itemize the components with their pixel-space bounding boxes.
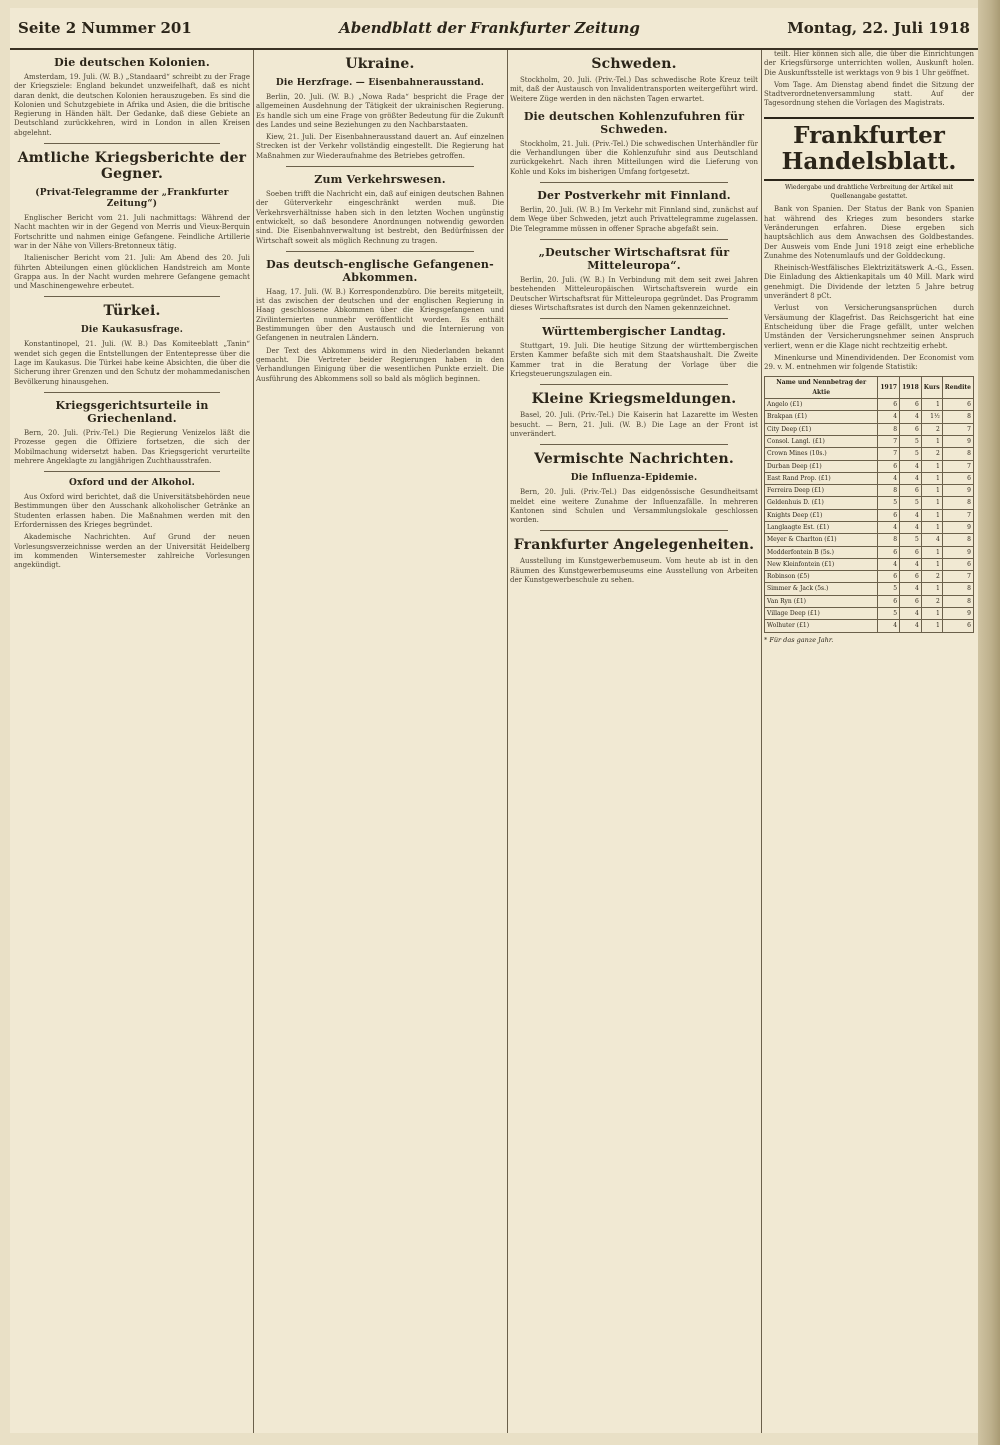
table-cell: 6 (900, 571, 922, 583)
table-cell: 9 (942, 521, 973, 533)
table-cell: 8 (878, 423, 900, 435)
table-cell: 5 (900, 435, 922, 447)
article-subheading: Die Influenza-Epidemie. (570, 473, 698, 484)
divider (286, 251, 474, 252)
divider (44, 296, 220, 297)
article-paragraph: Kiew, 21. Juli. Der Eisenbahnerausstand dauert an. Auf einzelnen Strecken ist der Verkehr vollständig eingestellt. Die Regierung hat Maßnahmen zur Wiederaufnahme des Betriebes getroffen. (256, 133, 504, 160)
table-cell: 9 (942, 435, 973, 447)
article-subheading: (Privat-Telegramme der „Frankfurter Zeitung“) (35, 188, 229, 210)
divider (286, 166, 474, 167)
table-cell: Robinson (£5) (765, 571, 878, 583)
mine-dividend-table (764, 376, 974, 632)
article-paragraph: Italienischer Bericht vom 21. Juli: Am Abend des 20. Juli führten Abteilungen einen glücklichen Handstreich am Monte Grappa aus. In der Nacht wurden mehrere Gefangene gemacht und Maschinengewehre erbeutet. (14, 254, 250, 291)
table-cell: 6 (900, 485, 922, 497)
article-heading: Amtliche Kriegsberichte der Gegner. (17, 150, 247, 183)
table-cell: 5 (900, 497, 922, 509)
article-heading: Türkei. (103, 303, 161, 320)
table-cell: 1 (921, 509, 942, 521)
column-rule (253, 50, 254, 1433)
table-row (765, 620, 974, 632)
article-heading: Schweden. (591, 56, 677, 72)
article-heading: Der Postverkehr mit Finnland. (537, 189, 731, 203)
table-cell: 8 (942, 497, 973, 509)
article-paragraph: Stuttgart, 19. Juli. Die heutige Sitzung der württembergischen Ersten Kammer befaßte sich mit dem Staatshaushalt. Die Zweite Kammer trat in die Beratung der Vorlage über die Kriegsteuerungszulagen ein. (510, 342, 758, 379)
table-cell: 1 (921, 620, 942, 632)
table-row (765, 583, 974, 595)
table-row (765, 485, 974, 497)
table-cell: Wolhuter (£1) (765, 620, 878, 632)
article-heading: „Deutscher Wirtschaftsrat für Mitteleuropa“. (538, 245, 730, 272)
table-cell: 1 (921, 485, 942, 497)
table-cell: 8 (942, 411, 973, 423)
article-heading: Kriegsgerichtsurteile in Griechenland. (55, 398, 209, 425)
table-cell: 1 (921, 546, 942, 558)
table-cell: 6 (878, 546, 900, 558)
article-paragraph: Ausstellung im Kunstgewerbemuseum. Vom heute ab ist in den Räumen des Kunstgewerbemuseums eine Ausstellung von Arbeiten der Kunstgewerbeschule zu sehen. (510, 557, 758, 585)
table-cell: 4 (900, 521, 922, 533)
table-cell: 2 (921, 448, 942, 460)
table-cell: Village Deep (£1) (765, 608, 878, 620)
table-cell: Modderfontein B (5s.) (765, 546, 878, 558)
section-subtitle: Wiedergabe und drahtliche Verbreitung der Artikel mit Quellenangabe gestattet. (784, 183, 954, 201)
table-cell: 4 (878, 620, 900, 632)
table-cell: 5 (900, 448, 922, 460)
newspaper-title: Abendblatt der Frankfurter Zeitung (339, 19, 640, 37)
article-heading: Vermischte Nachrichten. (534, 451, 734, 468)
divider (540, 530, 728, 531)
table-cell: 1 (921, 521, 942, 533)
column-3 (510, 50, 758, 1433)
issue-date: Montag, 22. Juli 1918 (787, 19, 970, 37)
table-cell: 4 (900, 608, 922, 620)
table-cell: 6 (900, 423, 922, 435)
table-row (765, 521, 974, 533)
table-cell: 9 (942, 485, 973, 497)
table-cell: 4 (900, 472, 922, 484)
column-4 (764, 50, 974, 1433)
table-cell: 7 (878, 448, 900, 460)
table-header-cell: Kurs (921, 377, 942, 399)
table-cell: 8 (942, 595, 973, 607)
table-cell: 6 (942, 558, 973, 570)
table-header-cell: Rendite (942, 377, 973, 399)
table-cell: 4 (900, 583, 922, 595)
table-cell: 6 (878, 399, 900, 411)
table-cell: 6 (900, 546, 922, 558)
table-row (765, 546, 974, 558)
article-paragraph: Minenkurse und Minendividenden. Der Economist vom 29. v. M. entnehmen wir folgende Statistik: (764, 353, 974, 372)
table-cell: 1 (921, 472, 942, 484)
table-row (765, 571, 974, 583)
article-heading: Württembergischer Landtag. (542, 325, 726, 339)
article-paragraph: Verlust von Versicherungsansprüchen durch Versäumung der Klagefrist. Das Reichsgericht hat eine Entscheidung über die Frage gefällt, unter welchen Umständen der Versicherungsnehmer seinen Anspruch verliert, wenn er die Klage nicht rechtzeitig erhebt. (764, 304, 974, 350)
divider (540, 384, 728, 385)
table-cell: 4 (878, 472, 900, 484)
table-row (765, 534, 974, 546)
article-paragraph: Stockholm, 21. Juli. (Priv.-Tel.) Die schwedischen Unterhändler für die Verhandlungen über die Kohlenzufuhr sind aus Deutschland zurückgekehrt. Nach ihren Mitteilungen wird die Lieferung von Kohle und Koks im bisherigen Umfang fortgesetzt. (510, 139, 758, 176)
table-cell: 6 (900, 399, 922, 411)
table-cell: 1 (921, 608, 942, 620)
table-cell: 6 (878, 595, 900, 607)
table-cell: Durban Deep (£1) (765, 460, 878, 472)
table-cell: 6 (942, 472, 973, 484)
column-2 (256, 50, 504, 1433)
table-cell: Simmer & Jack (5s.) (765, 583, 878, 595)
table-row (765, 423, 974, 435)
table-body (765, 399, 974, 633)
divider (540, 239, 728, 240)
article-paragraph: Soeben trifft die Nachricht ein, daß auf einigen deutschen Bahnen der Güterverkehr eingeschränkt werden muß. Die Verkehrsverhältnisse haben sich in den letzten Wochen ungünstig entwickelt, so daß besondere Anordnungen notwendig geworden sind. Die Eisenbahnverwaltung ist bestrebt, den Bedürfnissen der Wirtschaft soweit als möglich Rechnung zu tragen. (256, 190, 504, 245)
divider (540, 318, 728, 319)
divider (44, 471, 220, 472)
table-cell: Consol. Langl. (£1) (765, 435, 878, 447)
table-cell: Angelo (£1) (765, 399, 878, 411)
table-cell: Ferreira Deep (£1) (765, 485, 878, 497)
article-paragraph: Konstantinopel, 21. Juli. (W. B.) Das Komiteeblatt „Tanin“ wendet sich gegen die Entstellungen der Ententepresse über die Lage im Kaukasus. Die Türkei habe keine Absichten, die über die Sicherung ihrer Grenzen und den Schutz der mohammedanischen Bevölkerung hinausgehen. (14, 340, 250, 386)
table-cell: 8 (878, 534, 900, 546)
table-cell: Brakpan (£1) (765, 411, 878, 423)
article-paragraph: Der Text des Abkommens wird in den Niederlanden bekannt gemacht. Die Vertreter beider Regierungen haben in den Verhandlungen Einigung über die wesentlichen Punkte erzielt. Die Ausführung des Abkommens soll so bald als möglich beginnen. (256, 346, 504, 383)
table-cell: Langlaagte Est. (£1) (765, 521, 878, 533)
table-cell: 4 (900, 558, 922, 570)
table-cell: 6 (942, 620, 973, 632)
table-cell: 2 (921, 595, 942, 607)
article-heading: Die deutschen Kohlenzufuhren für Schweden. (523, 109, 745, 136)
page-number: Seite 2 Nummer 201 (18, 19, 192, 37)
article-paragraph: Basel, 20. Juli. (Priv.-Tel.) Die Kaiserin hat Lazarette im Westen besucht. — Bern, 21. Juli. (W. B.) Die Lage an der Front ist unverändert. (510, 411, 758, 438)
article-paragraph: Berlin, 20. Juli. (W. B.) „Nowa Rada“ bespricht die Frage der allgemeinen Ausdehnung der Tätigkeit der ukrainischen Regierung. Es handle sich um eine Frage von größter Bedeutung für die Zukunft des Landes und seine Beziehungen zu den Nachbarstaaten. (256, 93, 504, 129)
table-header-cell: Name und Nennbetrag der Aktie (765, 377, 878, 399)
table-cell: 1 (921, 558, 942, 570)
article-paragraph: Bern, 20. Juli. (Priv.-Tel.) Das eidgenössische Gesundheitsamt meldet eine weitere Zunahme der Influenzafälle. In mehreren Kantonen sind Schulen und Versammlungslokale geschlossen worden. (510, 488, 758, 525)
table-footnote: * Für das ganze Jahr. (764, 635, 834, 644)
table-cell: 7 (942, 460, 973, 472)
divider (540, 444, 728, 445)
table-cell: 6 (878, 571, 900, 583)
article-paragraph: Akademische Nachrichten. Auf Grund der neuen Vorlesungsverzeichnisse werden an der Universität Heidelberg im kommenden Wintersemester zahlreiche Vorlesungen angekündigt. (14, 533, 250, 570)
article-paragraph: Stockholm, 20. Juli. (Priv.-Tel.) Das schwedische Rote Kreuz teilt mit, daß der Austausch von Invalidentransporten weitergeführt wird. Weitere Züge werden in den nächsten Tagen erwartet. (510, 76, 758, 103)
table-cell: Geldenhuis D. (£1) (765, 497, 878, 509)
table-cell: 1 (921, 399, 942, 411)
table-cell: 5 (878, 497, 900, 509)
table-header-cell: 1917 (878, 377, 900, 399)
article-subheading: Die Herzfrage. — Eisenbahnerausstand. (275, 78, 485, 88)
table-cell: Crown Mines (10s.) (765, 448, 878, 460)
article-heading: Oxford und der Alkohol. (69, 478, 195, 489)
table-cell: 4 (878, 521, 900, 533)
table-row (765, 411, 974, 423)
table-cell: 6 (878, 460, 900, 472)
table-cell: 4 (878, 411, 900, 423)
article-paragraph: Amsterdam, 19. Juli. (W. B.) „Standaard“ schreibt zu der Frage der Kriegsziele: England bekundet unzweifelhaft, daß es nicht daran denkt, die deutschen Kolonien herauszugeben. Es sind die Kolonien und Schutzgebiete in Afrika und Asien, die die britische Regierung in Händen hält. Der Gedanke, daß diese Gebiete an Deutschland zurückkehren, wird in London in allen Kreisen abgelehnt. (14, 73, 250, 137)
table-cell: East Rand Prop. (£1) (765, 472, 878, 484)
table-cell: 5 (878, 583, 900, 595)
table-row (765, 558, 974, 570)
table-row (765, 472, 974, 484)
article-paragraph: Rheinisch-Westfälisches Elektrizitätswerk A.-G., Essen. Die Einladung des Aktienkapitals um 40 Mill. Mark wird genehmigt. Die Dividende der letzten 5 Jahre betrug unverändert 8 pCt. (764, 264, 974, 301)
article-heading: Die deutschen Kolonien. (54, 56, 210, 69)
section-title: Frankfurter Handelsblatt. (764, 117, 974, 181)
newspaper-page (10, 8, 978, 1433)
masthead (10, 8, 978, 50)
article-paragraph: Englischer Bericht vom 21. Juli nachmittags: Während der Nacht machten wir in der Gegend von Merris und Vieux-Berquin Fortschritte und nahmen einige Gefangene. Feindliche Artillerie war in der Nähe von Villers-Bretonneux tätig. (14, 214, 250, 250)
table-cell: 8 (942, 534, 973, 546)
divider (44, 392, 220, 393)
table-cell: Knights Deep (£1) (765, 509, 878, 521)
table-cell: City Deep (£1) (765, 423, 878, 435)
table-cell: 6 (900, 595, 922, 607)
article-heading: Zum Verkehrswesen. (314, 173, 446, 187)
table-cell: 9 (942, 608, 973, 620)
table-cell: 8 (878, 485, 900, 497)
article-paragraph: teilt. Hier können sich alle, die über die Einrichtungen der Kriegsfürsorge unterrichten wollen, Auskunft holen. Die Auskunftsstelle ist werktags von 9 bis 1 Uhr geöffnet. (764, 50, 974, 77)
article-paragraph: Bern, 20. Juli. (Priv.-Tel.) Die Regierung Venizelos läßt die Prozesse gegen die Offiziere fortsetzen, die sich der Mobilmachung widersetzt haben. Das Kriegsgericht verurteilte mehrere Angeklagte zu langjährigen Zuchthausstrafen. (14, 428, 250, 465)
table-row (765, 448, 974, 460)
binding-edge (978, 0, 1000, 1445)
divider (540, 182, 728, 183)
article-paragraph: Bank von Spanien. Der Status der Bank von Spanien hat während des Krieges zum besonders starke Veränderungen erfahren. Diese ergeben sich hauptsächlich aus dem Anwachsen des Goldbestandes. Der Ausweis vom Ende Juni 1918 zeigt eine erhebliche Zunahme des Notenumlaufs und der Golddeckung. (764, 205, 974, 260)
table-cell: 5 (878, 608, 900, 620)
table-cell: New Kleinfontein (£1) (765, 558, 878, 570)
table-cell: 1 (921, 460, 942, 472)
article-heading: Kleine Kriegsmeldungen. (531, 391, 737, 408)
table-row (765, 460, 974, 472)
table-cell: 6 (878, 509, 900, 521)
table-row (765, 399, 974, 411)
article-paragraph: Vom Tage. Am Dienstag abend findet die Sitzung der Stadtverordnetenversammlung statt. Auf der Tagesordnung stehen die Vorlagen des Magistrats. (764, 80, 974, 108)
table-cell: 4 (921, 534, 942, 546)
table-header-cell: 1918 (900, 377, 922, 399)
column-1 (14, 50, 250, 1433)
table-cell: 9 (942, 546, 973, 558)
table-cell: 1½ (921, 411, 942, 423)
table-cell: 7 (942, 571, 973, 583)
article-subheading: Die Kaukasusfrage. (80, 325, 184, 336)
article-paragraph: Berlin, 20. Juli. (W. B.) Im Verkehr mit Finnland sind, zunächst auf dem Wege über Schweden, jetzt auch Privattelegramme zugelassen. Die Telegramme müssen in offener Sprache abgefaßt sein. (510, 206, 758, 233)
table-row (765, 595, 974, 607)
table-row (765, 608, 974, 620)
table-cell: 8 (942, 448, 973, 460)
column-rule (507, 50, 508, 1433)
article-paragraph: Aus Oxford wird berichtet, daß die Universitätsbehörden neue Bestimmungen über den Ausschank alkoholischer Getränke an Studenten erlassen haben. Die Maßnahmen werden mit den Erfordernissen des Krieges begründet. (14, 493, 250, 530)
table-cell: 1 (921, 435, 942, 447)
table-cell: Van Ryn (£1) (765, 595, 878, 607)
table-cell: 4 (900, 620, 922, 632)
table-header-row (765, 377, 974, 399)
article-paragraph: Haag, 17. Juli. (W. B.) Korrespondenzbüro. Die bereits mitgeteilt, ist das zwischen der deutschen und der englischen Regierung in Haag geschlossene Abkommen über die Kriegsgefangenen und Zivilinternierten nunmehr veröffentlicht worden. Es enthält Bestimmungen über den Austausch und die Internierung von Gefangenen in neutralen Ländern. (256, 287, 504, 343)
article-paragraph: Berlin, 20. Juli. (W. B.) In Verbindung mit dem seit zwei Jahren bestehenden Mitteleuropäischen Wirtschaftsverein wurde ein Deutscher Wirtschaftsrat für Mitteleuropa gegründet. Das Programm dieses Wirtschaftsrates ist durch den Namen gekennzeichnet. (510, 275, 758, 312)
table-cell: Meyer & Charlton (£1) (765, 534, 878, 546)
table-cell: 8 (942, 583, 973, 595)
table-cell: 1 (921, 497, 942, 509)
table-cell: 4 (900, 509, 922, 521)
column-rule (761, 50, 762, 1433)
article-heading: Das deutsch-englische Gefangenen-Abkommen. (266, 257, 494, 284)
table-cell: 7 (942, 509, 973, 521)
table-row (765, 435, 974, 447)
table-cell: 4 (878, 558, 900, 570)
divider (44, 143, 220, 144)
table-cell: 4 (900, 411, 922, 423)
table-cell: 7 (942, 423, 973, 435)
table-cell: 1 (921, 583, 942, 595)
article-heading: Frankfurter Angelegenheiten. (513, 537, 755, 554)
table-row (765, 497, 974, 509)
table-cell: 2 (921, 423, 942, 435)
table-cell: 7 (878, 435, 900, 447)
table-cell: 2 (921, 571, 942, 583)
table-row (765, 509, 974, 521)
article-heading: Ukraine. (345, 56, 415, 72)
table-cell: 4 (900, 460, 922, 472)
table-cell: 5 (900, 534, 922, 546)
table-cell: 6 (942, 399, 973, 411)
